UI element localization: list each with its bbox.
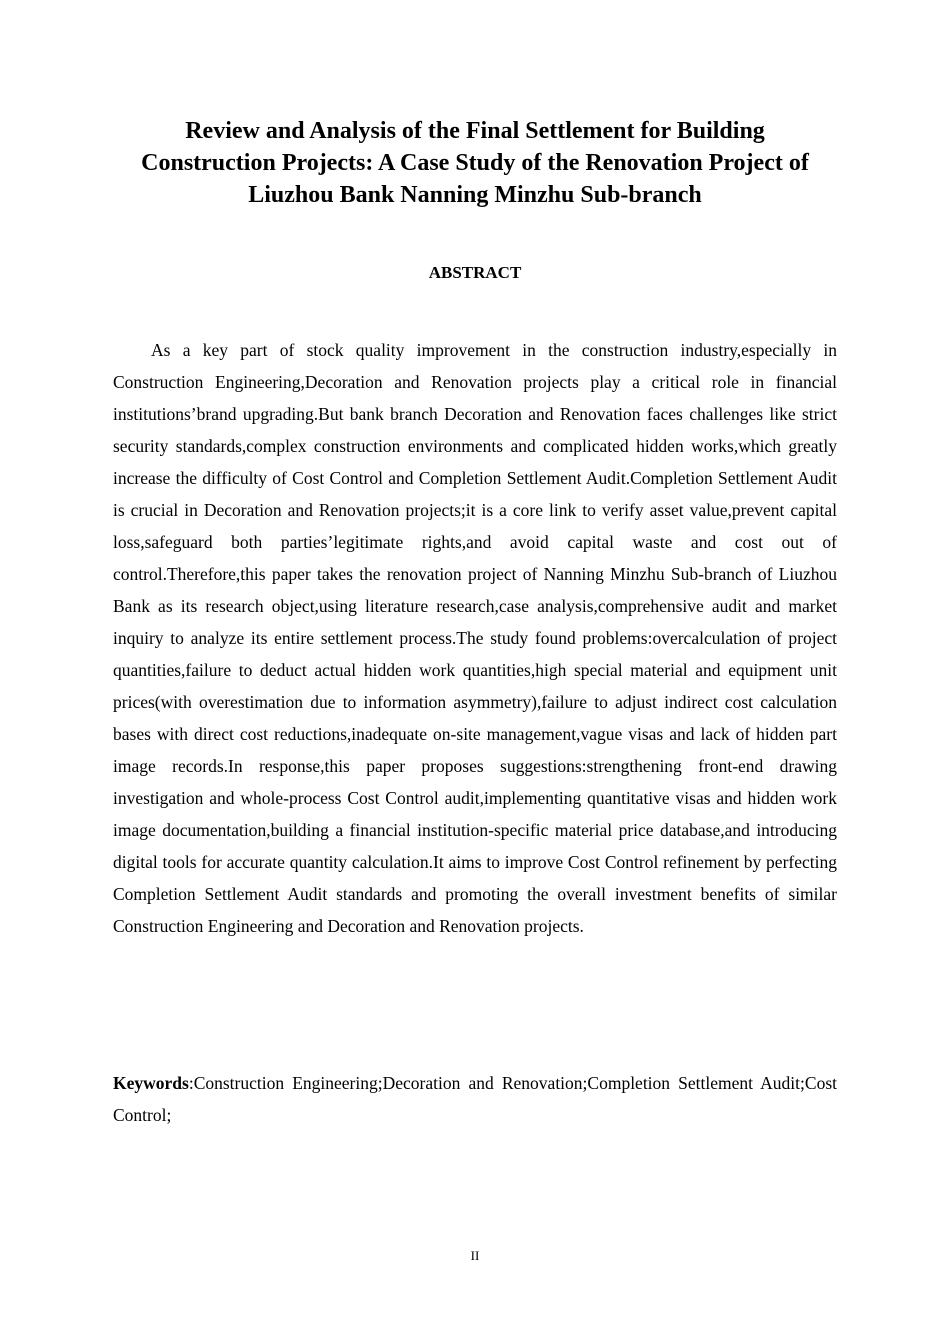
abstract-heading: ABSTRACT bbox=[428, 263, 522, 282]
title-line-1: Review and Analysis of the Final Settlement for Building bbox=[185, 118, 765, 144]
abstract-body: As a key part of stock quality improvement in the construction industry,especially in Construction Engineering,Decoration and Renovation projects play a critical role in financial institutions’brand upgrading.But bank branch Decoration and Renovation faces challenges like strict security standards,complex construction environments and complicated hidden works,which greatly increase the difficulty of Cost Control and Completion Settlement Audit.Completion Settlement Audit is crucial in Decoration and Renovation projects;it is a core link to verify asset value,prevent capital loss,safeguard both parties’legitimate rights,and avoid capital waste and cost out of control.Therefore,this paper takes the renovation project of Nanning Minzhu Sub-branch of Liuzhou Bank as its research object,using literature research,case analysis,comprehensive audit and market inquiry to analyze its entire settlement process.The study found problems:overcalculation of project quantities,failure to deduct actual hidden work quantities,high special material and equipment unit prices(with overestimation due to information asymmetry),failure to adjust indirect cost calculation bases with direct cost reductions,inadequate on-site management,vague visas and lack of hidden part image records.In response,this paper proposes suggestions:strengthening front-end drawing investigation and whole-process Cost Control audit,implementing quantitative visas and hidden work image documentation,building a financial institution-specific material price database,and introducing digital tools for accurate quantity calculation.It aims to improve Cost Control refinement by perfecting Completion Settlement Audit standards and promoting the overall investment benefits of similar Construction Engineering and Decoration and Renovation projects. bbox=[113, 340, 837, 936]
page-number: II bbox=[470, 1248, 480, 1263]
keywords-text: :Construction Engineering;Decoration and Renovation;Completion Settlement Audit;Cost Control; bbox=[113, 1073, 837, 1125]
title-line-3: Liuzhou Bank Nanning Minzhu Sub-branch bbox=[248, 182, 702, 208]
keywords-paragraph bbox=[113, 1067, 837, 1131]
keywords-label: Keywords bbox=[113, 1073, 189, 1093]
paper-title bbox=[100, 115, 850, 211]
title-line-2: Construction Projects: A Case Study of the Renovation Project of bbox=[141, 150, 809, 176]
